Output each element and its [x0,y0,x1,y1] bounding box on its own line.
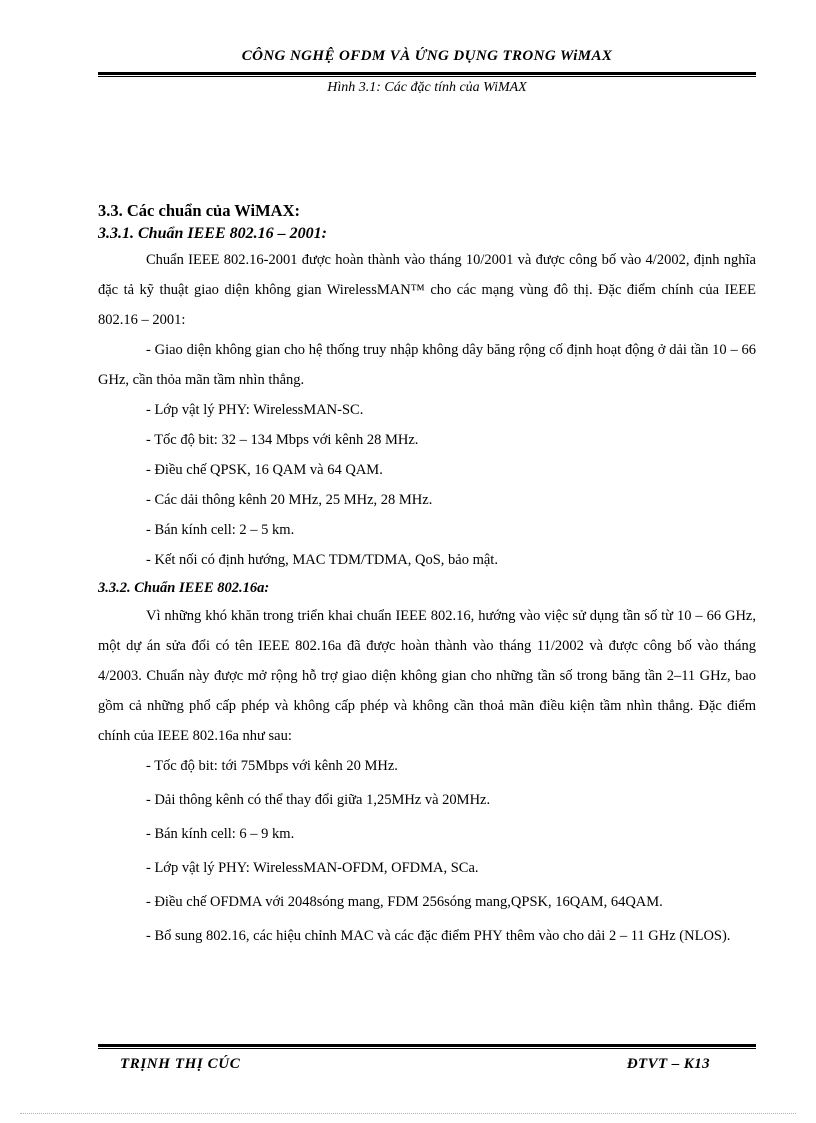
bullet-item: - Kết nối có định hướng, MAC TDM/TDMA, QoS, bảo mật. [146,552,498,568]
bullet-item: - Tốc độ bit: tới 75Mbps với kênh 20 MHz. [146,758,398,774]
bullet-item: - Giao diện không gian cho hệ thống truy nhập không dây băng rộng cố định hoạt động ở dải tần 10 – 66 GHz, cần thỏa mãn tầm nhìn thẳng. [98,342,756,388]
bullet-item: - Các dải thông kênh 20 MHz, 25 MHz, 28 MHz. [146,492,433,508]
paragraph: Vì những khó khăn trong triển khai chuẩn IEEE 802.16, hướng vào việc sử dụng tần số từ 10 – 66 GHz, một dự án sửa đổi có tên IEEE 802.16a đã được hoàn thành vào tháng 11/2002 và được công bố vào tháng 4/2003. Chuẩn này được mở rộng hỗ trợ giao diện không gian cho những tần số trong băng tần 2–11 GHz, bao gồm cả những phổ cấp phép và không cấp phép và không cần thoả mãn điều kiện tầm nhìn thẳng. Đặc điểm chính của IEEE 802.16a như sau: [98,608,756,744]
page-edge-divider [20,1113,796,1114]
bullet-item: - Lớp vật lý PHY: WirelessMAN-SC. [146,402,364,418]
subsection-heading-802-16-2001: 3.3.1. Chuẩn IEEE 802.16 – 2001: [98,225,327,242]
bullet-item: - Bổ sung 802.16, các hiệu chỉnh MAC và các đặc điểm PHY thêm vào cho dải 2 – 11 GHz (NLOS). [146,928,731,944]
page-body [98,199,756,951]
footer-class-code: ĐTVT – K13 [626,1056,710,1072]
bullet-item: - Bán kính cell: 6 – 9 km. [146,826,295,842]
bullet-item: - Tốc độ bit: 32 – 134 Mbps với kênh 28 MHz. [146,432,419,448]
bullet-item: - Điều chế QPSK, 16 QAM và 64 QAM. [146,462,383,478]
paragraph: Chuẩn IEEE 802.16-2001 được hoàn thành vào tháng 10/2001 và được công bố vào 4/2002, định nghĩa đặc tả kỹ thuật giao diện không gian WirelessMAN™ cho các mạng vùng đô thị. Đặc điểm chính của IEEE 802.16 – 2001: [98,252,756,328]
bullet-item: - Bán kính cell: 2 – 5 km. [146,522,295,538]
footer-author: TRỊNH THỊ CÚC [120,1056,241,1072]
header-rule [98,72,756,77]
section-heading: 3.3. Các chuẩn của WiMAX: [98,201,300,220]
subsection-heading-802-16a: 3.3.2. Chuẩn IEEE 802.16a: [98,580,270,596]
running-header-title: CÔNG NGHỆ OFDM VÀ ỨNG DỤNG TRONG WiMAX [241,48,613,64]
figure-caption: Hình 3.1: Các đặc tính của WiMAX [327,80,527,95]
bullet-item: - Lớp vật lý PHY: WirelessMAN-OFDM, OFDMA, SCa. [146,860,479,876]
bullet-item: - Điều chế OFDMA với 2048sóng mang, FDM 256sóng mang,QPSK, 16QAM, 64QAM. [146,894,663,910]
footer-rule [98,1044,756,1049]
bullet-item: - Dải thông kênh có thể thay đổi giữa 1,25MHz và 20MHz. [146,792,491,808]
